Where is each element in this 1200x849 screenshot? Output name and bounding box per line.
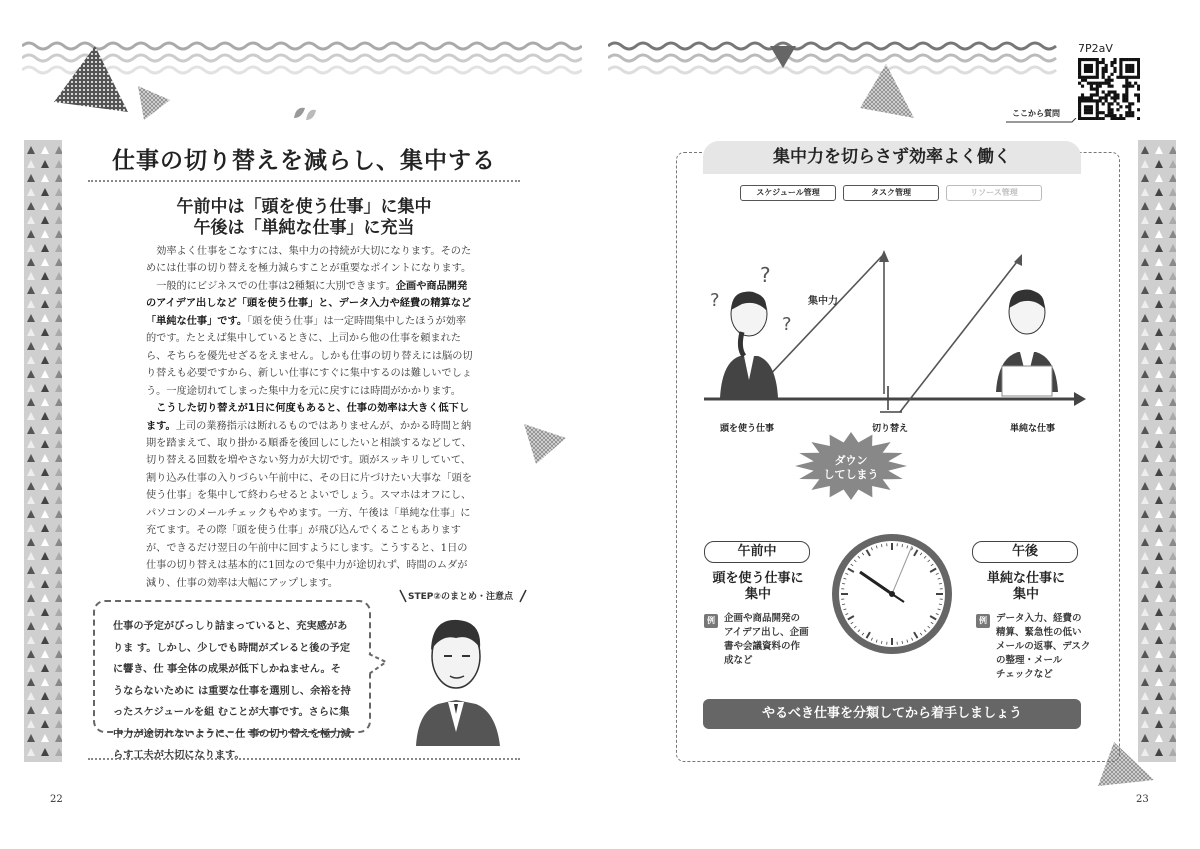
checked-triangle-decoration — [134, 84, 174, 124]
checked-triangle-decoration — [520, 418, 570, 468]
page-title: 仕事の切り替えを減らし、集中する — [112, 147, 496, 174]
checked-triangle-decoration — [856, 62, 916, 122]
subhead-line-2: 午後は「単純な仕事」に充当 — [193, 218, 415, 238]
subhead-line-1: 午前中は「頭を使う仕事」に集中 — [176, 197, 432, 217]
question-mark: ? — [760, 263, 771, 287]
axis-label-brain-work: 頭を使う仕事 — [720, 424, 775, 434]
question-link[interactable]: ここから質問 — [1012, 109, 1060, 118]
paragraph: こうした切り替えが1日に何度もあると、仕事の効率は大きく低下します。上司の業務指示は断れるものではありませんが、かかる時間と納期を踏まえて、取り掛かる順番を後回しにしたいと相談するなどして、切り替える回数を増やさない努力が大切です。頭がスッキリしていて、割り込み仕事の入りづらい午前中に、その日に片づけたい大事な「頭を使う仕事」を集中して終わらせるとよいでしょう。スマホはオフにし、パソコンのメールチェックもやめます。一方、午後は「単純な仕事」に充てます。その際「頭を使う仕事」が飛び込んでくることもありますが、できるだけ翌日の午前中に回すようにします。こうすると、1日の仕事の切り替えは基本的に1回なので集中力が途切れず、時間のムダが減り、仕事の効率は大幅にアップします。 — [146, 403, 472, 589]
axis-label-simple-work: 単純な仕事 — [1010, 424, 1056, 434]
qr-code-label: 7P2aV — [1078, 42, 1113, 55]
page-number: 22 — [50, 794, 63, 805]
focus-label: 集中力 — [808, 296, 838, 307]
question-link-underline — [1006, 118, 1080, 126]
worried-businessman — [720, 292, 778, 398]
summary-banner: やるべき仕事を分類してから着手しましょう — [703, 699, 1081, 729]
left-side-strip — [24, 140, 62, 762]
burst-text-1: ダウン — [834, 454, 868, 467]
section-title: 集中力を切らさず効率よく働く — [703, 141, 1081, 174]
body-text — [146, 243, 476, 592]
example-badge: 例 — [704, 614, 718, 628]
tag-schedule: スケジュール管理 — [740, 185, 836, 201]
question-mark: ? — [710, 290, 720, 311]
focus-diagram — [690, 240, 1100, 512]
tag-resource: リソース管理 — [946, 185, 1042, 201]
afternoon-example: データ入力、経費の 精算、緊急性の低い メールの返事、デスク の整理・メール チェックなど — [996, 613, 1091, 680]
bubble-tail — [368, 652, 390, 678]
right-side-strip — [1138, 140, 1176, 762]
question-mark: ? — [782, 314, 792, 335]
tag-task: タスク管理 — [843, 185, 939, 201]
qr-code[interactable] — [1078, 58, 1140, 120]
businessman-illustration — [408, 604, 508, 746]
step-label-slashes — [398, 586, 528, 606]
afternoon-label: 午後 — [972, 541, 1078, 563]
step-label: STEP②のまとめ・注意点 — [408, 592, 513, 602]
wall-clock — [828, 530, 956, 658]
morning-example: 企画や商品開発の アイデア出し、企画 書や会議資料の作 成など — [724, 613, 809, 666]
axis-label-switch: 切り替え — [872, 424, 909, 434]
axis-arrow — [1074, 392, 1086, 406]
paragraph: 一般的にビジネスでの仕事は2種類に大別できます。企画や商品開発のアイデア出しなど「頭を使う仕事」と、データ入力や経費の精算など「単純な仕事」です。「頭を使う仕事」は一定時間集中したほうが効率的です。たとえば集中しているときに、上司から他の仕事を頼まれたら、そちらを優先せざるをえません。しかも仕事の切り替えには脳の切り替えも必要ですから、新しい仕事にすぐに集中するのは難しいでしょう。一度途切れてしまった集中力を元に戻すには時間がかかります。 — [146, 280, 473, 397]
burst-text-2: してしまう — [823, 468, 879, 481]
example-badge: 例 — [976, 614, 990, 628]
wave-decoration — [608, 40, 1060, 76]
small-triangle-decoration — [768, 44, 798, 70]
page-number: 23 — [1136, 794, 1149, 805]
afternoon-heading: 単純な仕事に 集中 — [986, 571, 1065, 602]
summary-bubble — [93, 600, 371, 761]
bottom-divider — [88, 758, 520, 760]
title-divider — [88, 180, 520, 182]
paragraph: 効率よく仕事をこなすには、集中力の持続が大切になります。そのためには仕事の切り替えを極力減らすことが重要なポイントになります。 — [146, 246, 472, 275]
morning-label: 午前中 — [704, 541, 810, 563]
leaf-icon — [292, 104, 318, 124]
dotted-triangle-decoration — [50, 44, 130, 114]
right-page — [600, 0, 1200, 849]
focused-businessman — [996, 290, 1058, 396]
summary-text: 仕事の予定がびっしり詰まっていると、充実感がありま す。しかし、少しでも時間がズレると後の予定に響き、仕 事全体の成果が低下しかねません。そうならないために は重要な仕事を選別し、余裕を持ったスケジュールを組 むことが大事です。さらに集中力が途切れないように、仕 事の切り替えを極力減らす工夫が大切になります。 — [113, 621, 351, 761]
morning-heading: 頭を使う仕事に 集中 — [712, 571, 804, 602]
